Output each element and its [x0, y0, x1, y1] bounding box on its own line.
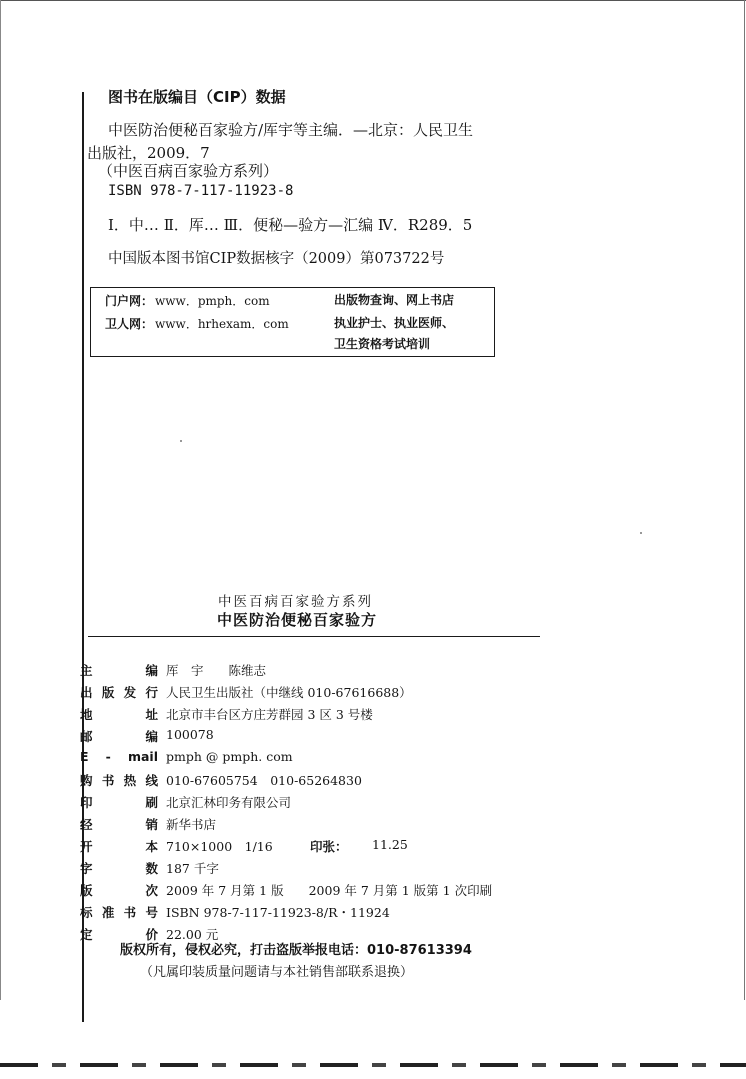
scan-speck: [640, 532, 642, 534]
health-site-label: 卫人网：: [105, 317, 154, 331]
detail-label: 出版发行: [80, 685, 158, 700]
scan-speck: [180, 440, 182, 442]
cip-isbn: ISBN 978-7-117-11923-8: [108, 183, 294, 199]
cip-classification: Ⅰ．中… Ⅱ．厍… Ⅲ．便秘—验方—汇编 Ⅳ．R289．5: [108, 216, 473, 234]
detail-value: 22.00 元: [166, 927, 219, 942]
detail-label: 购书热线: [80, 773, 158, 788]
detail-value: ISBN 978-7-117-11923-8/R・11924: [166, 905, 390, 920]
detail-value: 187 千字: [166, 861, 219, 876]
detail-label: 经 销: [80, 817, 158, 832]
detail-value-sheets: 11.25: [372, 837, 408, 852]
bottom-scan-edge: [0, 1063, 746, 1067]
detail-value[interactable]: pmph @ pmph. com: [166, 749, 293, 764]
box-right-line-2: 执业护士、执业医师、: [334, 316, 455, 330]
detail-value: 厍 宇 陈维志: [166, 663, 267, 678]
series-name: 中医百病百家验方系列: [218, 594, 373, 610]
detail-label: 开 本: [80, 839, 158, 854]
box-right-line-3: 卫生资格考试培训: [334, 337, 431, 351]
portal-label: 门户网：: [105, 294, 154, 308]
cip-number: 中国版本图书馆CIP数据核字（2009）第073722号: [108, 251, 445, 267]
detail-value: 北京汇林印务有限公司: [166, 795, 292, 810]
detail-value: 2009 年 7 月第 1 版 2009 年 7 月第 1 版第 1 次印刷: [166, 883, 493, 898]
cip-title: 图书在版编目（CIP）数据: [108, 88, 286, 106]
detail-value: 010-67605754 010-65264830: [166, 773, 362, 788]
box-right-line-1: 出版物查询、网上书店: [334, 293, 455, 307]
detail-label: 字 数: [80, 861, 158, 876]
detail-value: 100078: [166, 727, 214, 742]
detail-label: 地 址: [80, 707, 158, 722]
detail-label: E - mail: [80, 749, 158, 764]
title-rule: [88, 636, 540, 637]
cip-series-line: （中医百病百家验方系列）: [98, 162, 279, 180]
page-right-edge: [744, 0, 745, 1000]
cip-line-2: 出版社，2009．7: [87, 144, 210, 162]
detail-label: 定 价: [80, 927, 158, 942]
book-title: 中医防治便秘百家验方: [217, 611, 378, 629]
detail-label: 邮 编: [80, 729, 158, 744]
page-left-edge: [0, 0, 1, 1000]
detail-value: 北京市丰台区方庄芳群园 3 区 3 号楼: [166, 707, 373, 722]
copyright-notice: 版权所有，侵权必究，打击盗版举报电话：010-87613394: [120, 943, 472, 958]
cip-line-1: 中医防治便秘百家验方/厍宇等主编．—北京：人民卫生: [108, 121, 474, 139]
health-site-url[interactable]: www．hrhexam．com: [155, 317, 289, 331]
detail-label: 版 次: [80, 883, 158, 898]
return-notice: （凡属印装质量问题请与本社销售部联系退换）: [140, 965, 414, 980]
detail-value: 人民卫生出版社（中继线 010-67616688）: [166, 685, 412, 700]
website-box: [90, 287, 495, 357]
page-top-edge: [0, 0, 746, 1]
portal-url[interactable]: www．pmph．com: [155, 294, 270, 308]
detail-label: 印 刷: [80, 795, 158, 810]
detail-value: 710×1000 1/16: [166, 839, 273, 854]
detail-value: 新华书店: [166, 817, 217, 832]
detail-label-sheets: 印张：: [310, 839, 348, 854]
detail-label: 标准书号: [80, 905, 158, 920]
detail-label: 主 编: [80, 663, 158, 678]
